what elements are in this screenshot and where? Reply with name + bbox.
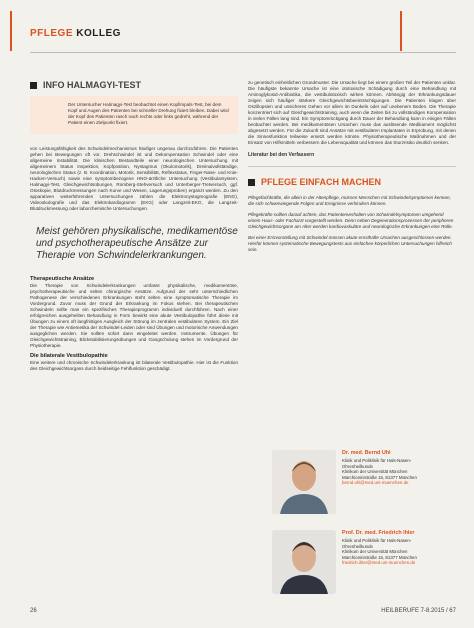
author-address: Marchioninistraße 15, 81377 München [342,554,417,560]
page-number: 26 [30,608,37,614]
author-affiliation: Klinik und Poliklinik für Hals-Nasen- [342,458,412,463]
top-left-marker [10,11,12,51]
right-column [248,80,456,258]
author-affiliation: Klinik und Poliklinik für Hals-Nasen- [342,538,412,543]
pull-quote: Meist gehören physikalische, medikamentöse und psychotherapeutische Ansätze zur Therapie von Schwindelerkrankungen. [36,226,238,261]
author-photo [272,530,336,594]
author-affiliation: Klinikum der Universität München [342,469,408,475]
author-photo [272,450,336,514]
square-bullet-icon [30,82,37,89]
journal-footer: HEILBERUFE 7-8.2015 / 67 [381,608,456,614]
care-paragraph: Bei einer Erstvorstellung mit Schwindel müssen akute ernsthafte Ursachen ausgeschlossen werden. Hierfür können systematische Bewegungstests aus einfachen körperlichen Untersuchungen hilfreich sein. [248,235,452,252]
author-email[interactable]: friedrich.ihler@med.uni-muenchen.de [342,560,416,566]
author-affiliation: Ohrenheilkunde [342,543,374,549]
author-card [272,530,417,594]
author-name: Prof. Dr. med. Friedrich Ihler [342,530,415,536]
info-box-title: INFO HALMAGYI-TEST [30,80,238,90]
header-pflege: PFLEGE [30,28,74,39]
care-paragraph: Pflegekräfte sollten darauf achten, das Patientenverhalten von Schwindelsymptomen umgehend einem Haus- oder Facharzt vorgestellt werden. Denn neben Degenerationsprozessen der peripheren Gleichgewichtsorgane am Alter werden kardiovaskuläre und neurologische Erkrankungen eine Rolle. [248,212,454,229]
author-email[interactable]: bernd.uhl@med.uni-muenchen.de [342,480,409,486]
literature-note: Literatur bei den Verfassern [248,152,315,158]
square-bullet-icon [248,179,255,186]
author-name: Dr. med. Bernd Uhl [342,450,391,456]
care-paragraph: Pflegefachkräfte, die allein in der Altenpflege, müssen Menschen mit Schwindelsymptomen kennen, die sich schwerwiegende Folgen und Ereignisse verhindern können. [248,195,451,206]
author-affiliation: Ohrenheilkunde [342,463,374,469]
section-heading: Die bilaterale Vestibulopathie [30,353,108,359]
body-paragraph: Eine weitere und chronische Schwindelerkrankung ist bilaterale Vestibulopathie. Hier ist die Funktion des Gleichgewichtsorgans durch beidseitige Fehlfunktion geschädigt. [30,360,238,371]
divider [248,166,456,167]
care-box [248,195,456,253]
section-heading: Therapeutische Ansätze [30,276,95,282]
info-box [30,96,238,134]
author-affiliation: Klinikum der Universität München [342,549,408,555]
left-column [30,80,238,372]
info-box-text: Der Untersucher Halmagyi-Test beobachtet einen Kopfimpuls-Test, bei dem Kopf und Augen des Patienten bei schneller Drehung fixiert bleiben. Dabei wird der Kopf des Patienten rasch nach rechts oder links gedreht, während der Patient einen Zielpunkt fixiert. [68,102,229,125]
header-kolleg: KOLLEG [76,28,121,39]
author-card [272,450,417,514]
body-paragraph: zu genetisch einheitlichen Grundmuster. Die Ursache liegt bei einem großen Teil der Patienten unklar. Die häufigste bekannte Ursache ist eine ototoxische Schädigung durch eine Behandlung mit Aminoglykosid-Antibiotika, die vestibulotoxisch wirken können. Abhängig der Erkrankungsdauer zeigen sich häufiger stärkere Gleichgewichtsbeeinträchtigungen. Die Patienten klagen über Oszillopsien und unsicheres Gehen vor allem im Dunkeln oder auf unebenem Boden. Die Therapie konzentriert sich auf Gleichgewichtstraining, auch wenn die Zeiten bis zu vollständigen Kompensation in vielen Fällen lang sind. Ein Symptomrückgang durch Dauer der Behandlung kann in einigen Fällen beobachtet werden. Bei medikamentösen Ursachen muss das auslösende Medikament möglichst abgesetzt werden. Für die Zukunft sind Ansätze mit vestibulären Implantaten in Erprobung, mit denen die Sinnesfunktion teilweise ersetzt werden könnte. Physiotherapeutische Maßnahmen und der Einsatz von Hilfsmitteln verbessern die Lebensqualität und können das Sturzrisiko deutlich senken. [248,80,456,145]
author-address: Marchioninistraße 15, 81377 München [342,474,417,480]
top-right-marker [400,11,402,51]
body-paragraph: von Leistungsfähigkeit des Schwindelmechanismus häufiger ungenau durchzuführen. Die Patienten gehen bei Bewegungen oft vor, Drehschwindel ist und Dekompensation Schwindel oder eine allgemeine Instabilität. Die klinischen Bestandteile einer neurologischen Untersuchung mit allgemeinem Status Inspektion, Kopfposition, Nystagmus (Okulomotorik), Dreimalvollständige, neurologischen Status (z. B. Koordination, Motorik, Sensibilität, Reflexstatus, Finger-Nase- und Knie-Hacken-Versuch) sowie eine symptombezogene HNO-ärztliche Untersuchung (Vestibularsystem, Halmagyi-Test, Gleichgewichtsübungen, Romberg-Stehversuch und Unterberger-Tretversuch, ggf. Otoskopie, Blutdruckmessungen nach Kurve und Wesen, Lagerungsproben) ergänzt werden. Zu den apparativen weiterführenden Untersuchungen zählen die Elektronystagmografie (ENG), Videookulografie und das Elektrokardiogramm (EKG) oder Langzeit-EKG, die Langzeit-Blutdruckmessung oder laborchemische Untersuchungen. [30,146,238,211]
body-paragraph: Die Therapie von Schwindelerkrankungen umfasst physikalische, medikamentöse, psychotherapeutische und selten chirurgische Ansätze. Aufgrund der sehr unterschiedlichen Pathogenese der verschiedenen Erkrankungen steht selten eine symptomatische Therapie im Vordergrund. Zuvor muss der Grund der Erkrankung im Fokus stehen. Bei therapeutischen Schwindeln sollte man ein spezifisches Therapieprogramm individuell durchführen. Nach einer erfolgreichen ausgeheilten Behandlung in Form bewirkt eine akute Vestibulopathie führt diese mit Übungen zu einem oft langfristigen Ausgleich der Störung im zentralen vestibulären System. Ein Ziel der Therapie wie Antiemetika der Schwindel-Leiden oder sind Übungen und motorische Anwendungen ausgeglichen werden. Sie sollten sofort dann eingeleitet werden. Instrumente. Übungen für Gleichgewichtstraining, Blickstabilisierungsübungen und Gangschulung stehen im Vordergrund der Physiotherapie. [30,283,238,348]
header-rule [30,52,456,53]
care-box-title: PFLEGE EINFACH MACHEN [248,177,456,187]
section-header [30,28,121,39]
